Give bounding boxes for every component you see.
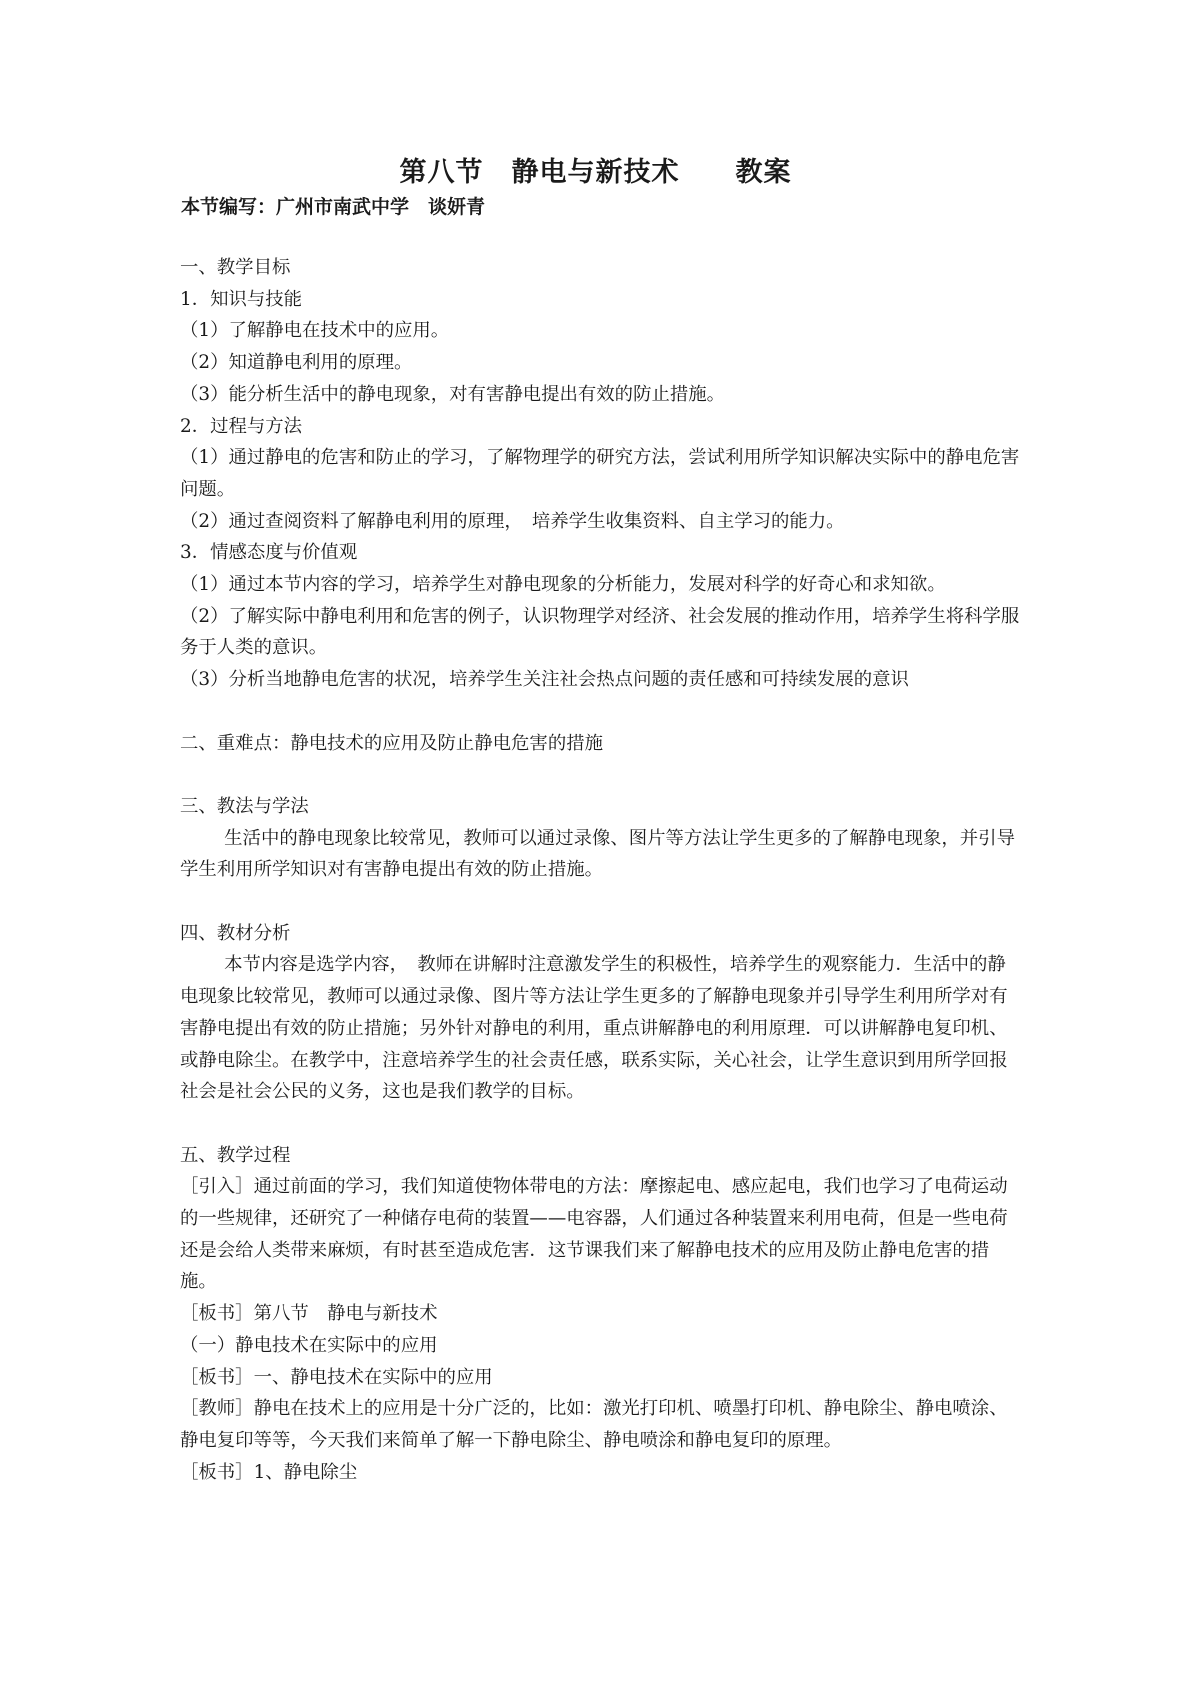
list-item: （3）能分析生活中的静电现象，对有害静电提出有效的防止措施。 bbox=[180, 383, 726, 405]
paragraph: 本节内容是选学内容， 教师在讲解时注意激发学生的积极性，培养学生的观察能力．生活中的静电现象比较常见，教师可以通过录像、图片等方法让学生更多的了解静电现象并引导学生利用所学对有害静电提出有效的防止措施；另外针对静电的利用，重点讲解静电的利用原理．可以讲解静电复印机、或静电除尘。在教学中，注意培养学生的社会责任感，联系实际，关心社会，让学生意识到用所学回报社会是社会公民的义务，这也是我们教学的目标。 bbox=[180, 954, 1008, 1103]
spacer bbox=[180, 886, 1020, 918]
section-heading-key-points: 二、重难点：静电技术的应用及防止静电危害的措施 bbox=[180, 732, 603, 754]
section-heading-material-analysis: 四、教材分析 bbox=[180, 922, 291, 944]
section-heading-methods: 三、教法与学法 bbox=[180, 795, 309, 817]
list-item: （2）知道静电利用的原理。 bbox=[180, 352, 413, 374]
spacer bbox=[180, 759, 1020, 791]
paragraph-teacher: ［教师］静电在技术上的应用是十分广泛的，比如：激光打印机、喷墨打印机、静电除尘、静电喷涂、静电复印等等，今天我们来简单了解一下静电除尘、静电喷涂和静电复印的原理。 bbox=[180, 1398, 1008, 1451]
list-item: （2）了解实际中静电利用和危害的例子，认识物理学对经济、社会发展的推动作用，培养学生将科学服务于人类的意识。 bbox=[180, 605, 1020, 659]
list-item: （1）了解静电在技术中的应用。 bbox=[180, 320, 450, 342]
blackboard-note: ［板书］一、静电技术在实际中的应用 bbox=[180, 1366, 493, 1388]
document-body bbox=[180, 252, 1020, 1488]
spacer bbox=[180, 696, 1020, 728]
subsection-heading: （一）静电技术在实际中的应用 bbox=[180, 1334, 438, 1356]
list-item: （3）分析当地静电危害的状况，培养学生关注社会热点问题的责任感和可持续发展的意识 bbox=[180, 669, 909, 691]
paragraph-introduction: ［引入］通过前面的学习，我们知道使物体带电的方法：摩擦起电、感应起电，我们也学习了电荷运动的一些规律，还研究了一种储存电荷的装置——电容器，人们通过各种装置来利用电荷，但是一些电荷还是会给人类带来麻烦，有时甚至造成危害．这节课我们来了解静电技术的应用及防止静电危害的措施。 bbox=[180, 1176, 1008, 1293]
paragraph: 生活中的静电现象比较常见，教师可以通过录像、图片等方法让学生更多的了解静电现象，并引导学生利用所学知识对有害静电提出有效的防止措施。 bbox=[180, 827, 1015, 881]
section-heading-teaching-process: 五、教学过程 bbox=[180, 1144, 291, 1166]
author-line: 本节编写：广州市南武中学 谈妍青 bbox=[181, 196, 486, 218]
spacer bbox=[180, 1108, 1020, 1140]
list-item: （2）通过查阅资料了解静电利用的原理， 培养学生收集资料、自主学习的能力。 bbox=[180, 510, 845, 532]
subheading-attitude: 3．情感态度与价值观 bbox=[180, 542, 358, 564]
blackboard-note: ［板书］第八节 静电与新技术 bbox=[180, 1303, 438, 1325]
subheading-process: 2．过程与方法 bbox=[180, 415, 303, 437]
list-item: （1）通过静电的危害和防止的学习，了解物理学的研究方法，尝试利用所学知识解决实际中的静电危害问题。 bbox=[180, 447, 1020, 500]
blackboard-note: ［板书］1、静电除尘 bbox=[180, 1461, 358, 1483]
list-item: （1）通过本节内容的学习，培养学生对静电现象的分析能力，发展对科学的好奇心和求知欲。 bbox=[180, 574, 946, 596]
document-title: 第八节 静电与新技术 教案 bbox=[399, 157, 792, 188]
section-heading-objectives: 一、教学目标 bbox=[180, 257, 291, 278]
subheading-knowledge: 1．知识与技能 bbox=[180, 288, 303, 310]
